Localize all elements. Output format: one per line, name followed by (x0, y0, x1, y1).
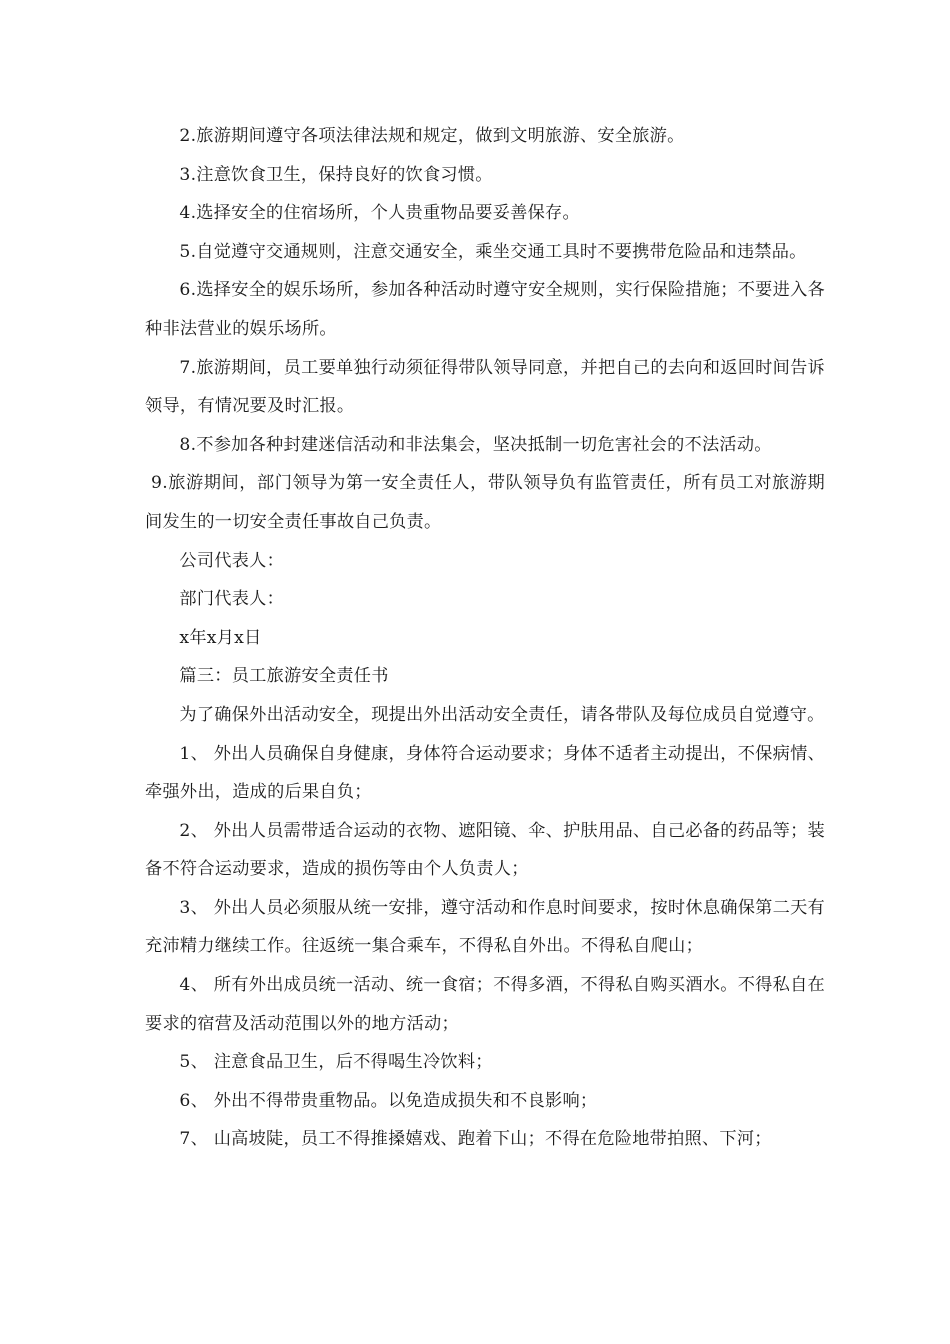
document-body (145, 117, 825, 1159)
responsibility-item-3: 3、 外出人员必须服从统一安排，遵守活动和作息时间要求，按时休息确保第二天有充沛精力继续工作。往返统一集合乘车，不得私自外出。不得私自爬山； (145, 897, 825, 957)
paragraph-rule-5: 5.自觉遵守交通规则，注意交通安全，乘坐交通工具时不要携带危险品和违禁品。 (179, 241, 807, 262)
paragraph-rule-8: 8.不参加各种封建迷信活动和非法集会，坚决抵制一切危害社会的不法活动。 (179, 434, 772, 455)
department-representative-line: 部门代表人： (179, 589, 285, 610)
responsibility-item-1: 1、 外出人员确保自身健康，身体符合运动要求；身体不适者主动提出，不保病情、牵强外出，造成的后果自负； (145, 743, 825, 803)
paragraph-rule-9: 9.旅游期间，部门领导为第一安全责任人，带队领导负有监管责任，所有员工对旅游期间发生的一切安全责任事故自己负责。 (145, 473, 825, 532)
paragraph-rule-7: 7.旅游期间，员工要单独行动须征得带队领导同意，并把自己的去向和返回时间告诉领导，有情况要及时汇报。 (145, 357, 825, 417)
responsibility-item-5: 5、 注意食品卫生，后不得喝生冷饮料； (179, 1052, 493, 1073)
paragraph-rule-2: 2.旅游期间遵守各项法律法规和规定，做到文明旅游、安全旅游。 (179, 126, 685, 146)
company-representative-line: 公司代表人： (179, 550, 285, 571)
responsibility-item-4: 4、 所有外出成员统一活动、统一食宿；不得多酒，不得私自购买酒水。不得私自在要求的宿营及活动范围以外的地方活动； (145, 975, 825, 1034)
paragraph-rule-3: 3.注意饮食卫生，保持良好的饮食习惯。 (179, 164, 493, 185)
paragraph-rule-4: 4.选择安全的住宿场所，个人贵重物品要妥善保存。 (179, 203, 580, 224)
paragraph-rule-6: 6.选择安全的娱乐场所，参加各种活动时遵守安全规则，实行保险措施；不要进入各种非法营业的娱乐场所。 (145, 280, 825, 339)
section-title: 篇三：员工旅游安全责任书 (179, 666, 389, 687)
responsibility-item-6: 6、 外出不得带贵重物品。以免造成损失和不良影响； (179, 1090, 598, 1111)
section-intro: 为了确保外出活动安全，现提出外出活动安全责任，请各带队及每位成员自觉遵守。 (179, 704, 825, 725)
date-line: x年x月x日 (179, 627, 262, 648)
responsibility-item-2: 2、 外出人员需带适合运动的衣物、遮阳镜、伞、护肤用品、自己必备的药品等；装备不符合运动要求，造成的损伤等由个人负责人； (145, 820, 825, 880)
responsibility-item-7: 7、 山高坡陡，员工不得推搡嬉戏、跑着下山；不得在危险地带拍照、下河； (179, 1129, 772, 1150)
